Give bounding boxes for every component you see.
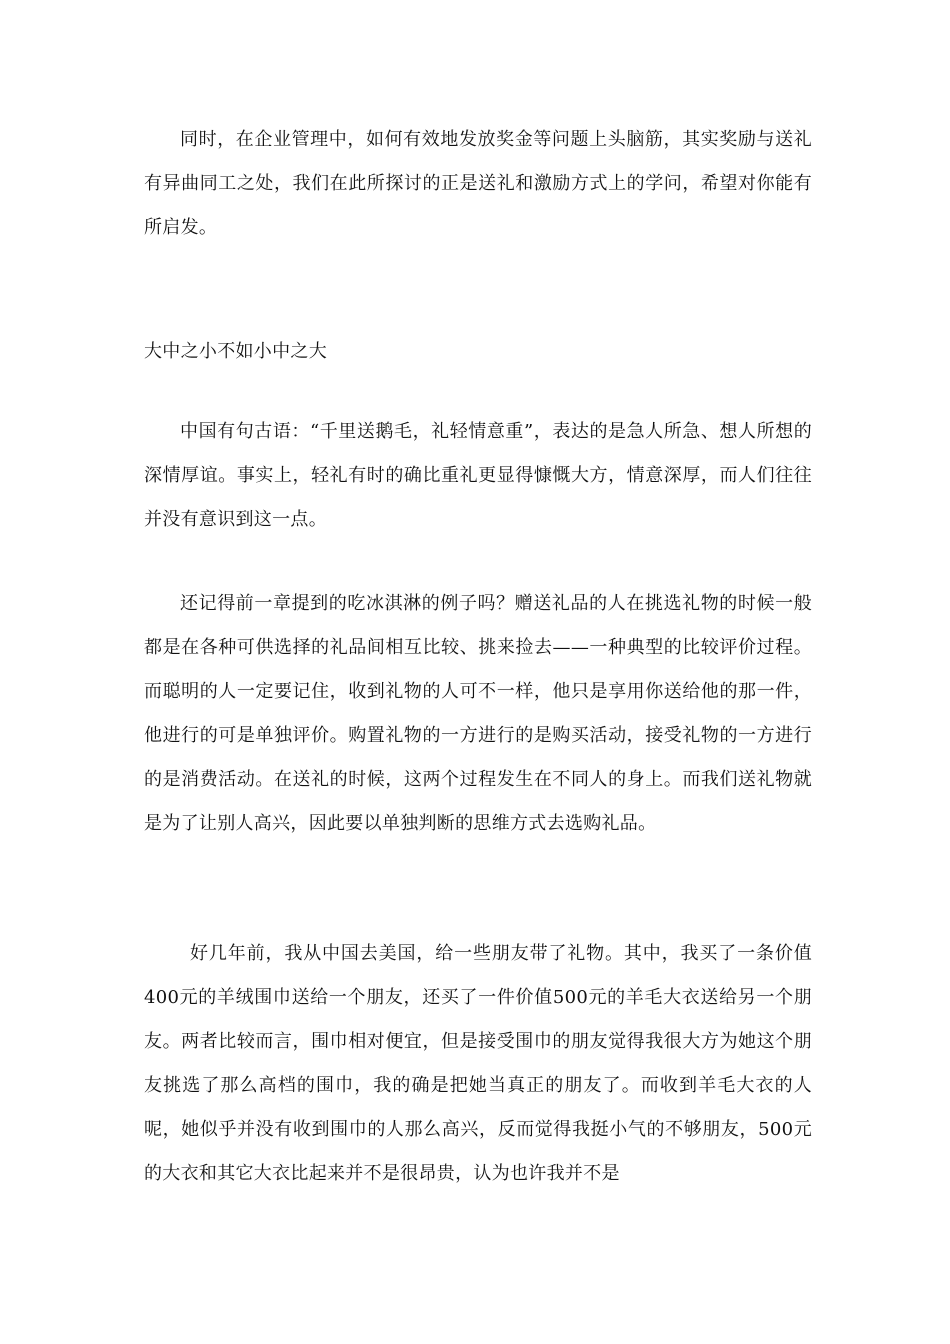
section-heading: 大中之小不如小中之大 [144, 341, 327, 362]
body-paragraph-2: 中国有句古语：“千里送鹅毛，礼轻情意重”，表达的是急人所急、想人所想的深情厚谊。事实上，轻礼有时的确比重礼更显得慷慨大方，情意深厚，而人们往往并没有意识到这一点。 [144, 421, 812, 530]
body-paragraph-4: 好几年前，我从中国去美国，给一些朋友带了礼物。其中，我买了一条价值400元的羊绒围巾送给一个朋友，还买了一件价值500元的羊毛大衣送给另一个朋友。两者比较而言，围巾相对便宜，但是接受围巾的朋友觉得我很大方为她这个朋友挑选了那么高档的围巾，我的确是把她当真正的朋友了。而收到羊毛大衣的人呢，她似乎并没有收到围巾的人那么高兴，反而觉得我挺小气的不够朋友，500元的大衣和其它大衣比起来并不是很昂贵，认为也许我并不是 [144, 943, 812, 1184]
body-paragraph-3: 还记得前一章提到的吃冰淇淋的例子吗？赠送礼品的人在挑选礼物的时候一般都是在各种可供选择的礼品间相互比较、挑来捡去——一种典型的比较评价过程。而聪明的人一定要记住，收到礼物的人可不一样，他只是享用你送给他的那一件，他进行的可是单独评价。购置礼物的一方进行的是购买活动，接受礼物的一方进行的是消费活动。在送礼的时候，这两个过程发生在不同人的身上。而我们送礼物就是为了让别人高兴，因此要以单独判断的思维方式去选购礼品。 [144, 593, 812, 834]
body-paragraph-1: 同时，在企业管理中，如何有效地发放奖金等问题上头脑筋，其实奖励与送礼有异曲同工之处，我们在此所探讨的正是送礼和激励方式上的学问，希望对你能有所启发。 [144, 129, 812, 238]
